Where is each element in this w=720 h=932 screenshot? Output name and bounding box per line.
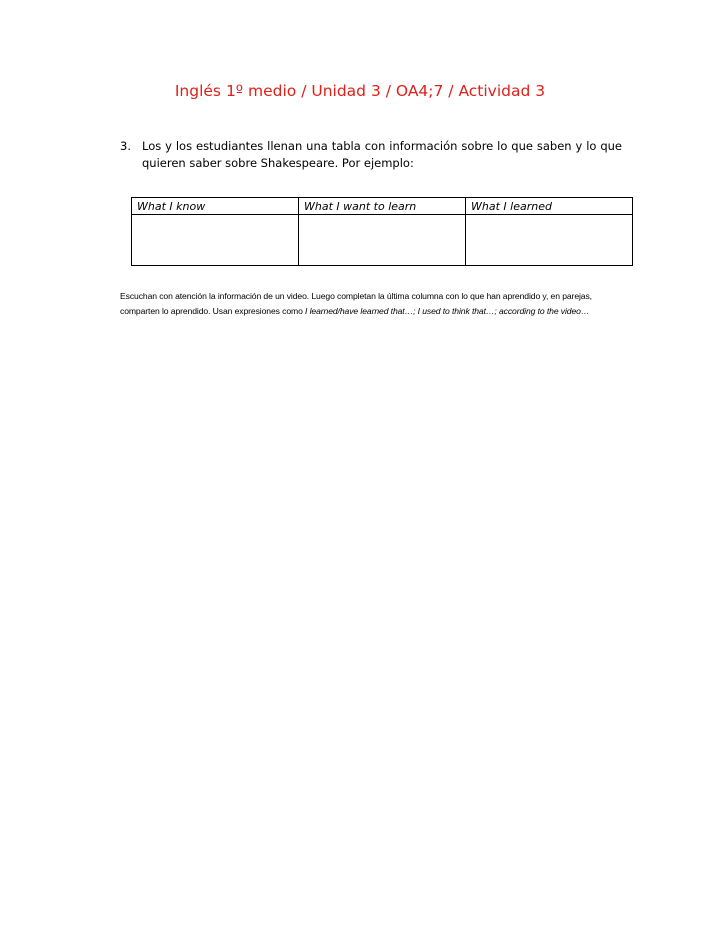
table-row [132, 215, 633, 266]
activity-note [120, 289, 630, 319]
header-what-i-know: What I know [132, 198, 299, 215]
kwl-table [131, 197, 633, 266]
instruction-text: Los y los estudiantes llenan una tabla con información sobre lo que saben y lo que quieren saber sobre Shakespeare. Por ejemplo: [142, 139, 622, 170]
cell-what-i-know [132, 215, 299, 266]
cell-what-i-want-to-learn [299, 215, 466, 266]
activity-instruction [120, 138, 622, 172]
note-text: Escuchan con atención la información de un video. Luego completan la última columna con lo que han aprendido y, en parejas, comparten lo aprendido. Usan expresiones como [120, 291, 592, 316]
header-what-i-want-to-learn: What I want to learn [299, 198, 466, 215]
instruction-number: 3. [120, 139, 131, 153]
cell-what-i-learned [466, 215, 633, 266]
header-what-i-learned: What I learned [466, 198, 633, 215]
page-title: Inglés 1º medio / Unidad 3 / OA4;7 / Actividad 3 [174, 82, 546, 100]
note-examples: I learned/have learned that…; I used to think that…; according to the video… [305, 306, 590, 316]
table-header-row [132, 198, 633, 215]
